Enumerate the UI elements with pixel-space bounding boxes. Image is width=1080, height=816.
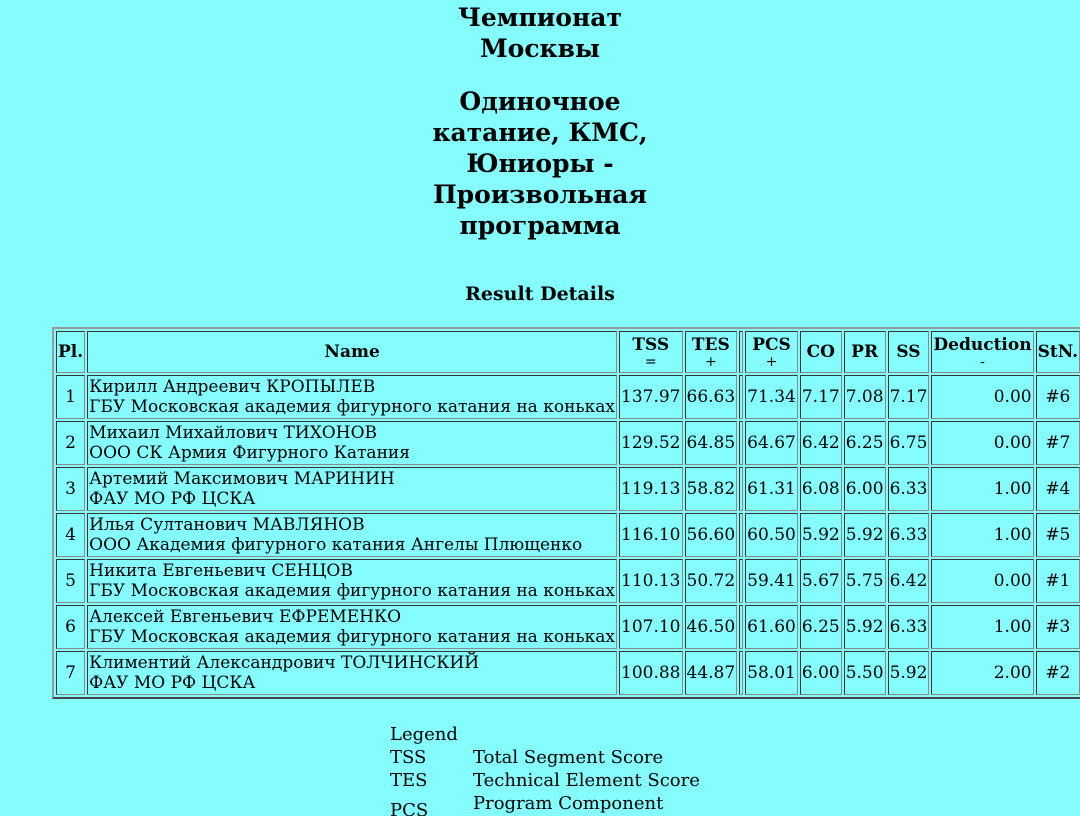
header-spacer <box>739 331 743 373</box>
cell-pcs: 58.01 <box>745 651 798 695</box>
skater-name: Климентий Александрович ТОЛЧИНСКИЙ <box>89 653 480 673</box>
cell-tes: 56.60 <box>685 513 738 557</box>
legend <box>390 723 700 816</box>
segment-title <box>0 86 1080 241</box>
cell-tss: 116.10 <box>619 513 682 557</box>
header-co: CO <box>800 331 842 373</box>
segment-title-line: Одиночное <box>459 87 621 116</box>
legend-text: Total Segment Score <box>473 747 664 768</box>
header-deduction-label: Deduction <box>933 334 1032 355</box>
table-row <box>56 375 1080 419</box>
skater-club: ГБУ Московская академия фигурного катания на коньках <box>89 581 616 601</box>
skater-name: Никита Евгеньевич СЕНЦОВ <box>89 561 353 581</box>
section-heading: Result Details <box>465 283 615 305</box>
cell-tes: 50.72 <box>685 559 738 603</box>
segment-title-line: программа <box>459 211 621 240</box>
cell-start-number: #7 <box>1036 421 1080 465</box>
cell-pr: 5.75 <box>844 559 886 603</box>
cell-start-number: #1 <box>1036 559 1080 603</box>
segment-title-line: Произвольная <box>433 180 647 209</box>
legend-item <box>390 746 700 769</box>
cell-co: 6.42 <box>800 421 842 465</box>
cell-name <box>87 467 617 511</box>
skater-name: Кирилл Андреевич КРОПЫЛЕВ <box>89 377 376 397</box>
header-pr: PR <box>844 331 886 373</box>
table-row <box>56 605 1080 649</box>
cell-place: 4 <box>56 513 85 557</box>
cell-place: 5 <box>56 559 85 603</box>
cell-pcs: 71.34 <box>745 375 798 419</box>
results-table <box>52 327 1080 699</box>
legend-abbr: TES <box>390 770 428 791</box>
legend-item <box>390 792 700 816</box>
segment-title-line: Юниоры - <box>466 149 614 178</box>
cell-co: 6.08 <box>800 467 842 511</box>
event-title-line: Чемпионат <box>458 3 622 32</box>
header-tss-label: TSS <box>632 334 670 355</box>
legend-abbr: TSS <box>390 747 427 768</box>
cell-tss: 107.10 <box>619 605 682 649</box>
cell-pcs: 64.67 <box>745 421 798 465</box>
cell-tss: 110.13 <box>619 559 682 603</box>
cell-start-number: #2 <box>1036 651 1080 695</box>
cell-deduction: 0.00 <box>931 559 1033 603</box>
cell-start-number: #4 <box>1036 467 1080 511</box>
cell-spacer <box>739 559 743 603</box>
cell-name <box>87 513 617 557</box>
cell-tss: 100.88 <box>619 651 682 695</box>
header-deduction <box>931 331 1033 373</box>
cell-tss: 129.52 <box>619 421 682 465</box>
skater-name: Артемий Максимович МАРИНИН <box>89 469 395 489</box>
legend-text: Program Component <box>473 793 664 814</box>
legend-abbr: PCS <box>390 800 429 816</box>
cell-pcs: 61.31 <box>745 467 798 511</box>
cell-ss: 6.75 <box>888 421 930 465</box>
skater-club: ГБУ Московская академия фигурного катания на коньках <box>89 397 616 417</box>
skater-name: Илья Султанович МАВЛЯНОВ <box>89 515 365 535</box>
cell-spacer <box>739 513 743 557</box>
cell-ss: 6.33 <box>888 467 930 511</box>
cell-pr: 6.25 <box>844 421 886 465</box>
cell-pr: 7.08 <box>844 375 886 419</box>
cell-place: 7 <box>56 651 85 695</box>
cell-tes: 64.85 <box>685 421 738 465</box>
legend-text: Technical Element Score <box>473 770 700 791</box>
cell-pr: 6.00 <box>844 467 886 511</box>
event-title <box>0 2 1080 64</box>
table-row <box>56 421 1080 465</box>
cell-tss: 119.13 <box>619 467 682 511</box>
header-pcs-symbol: + <box>765 353 778 370</box>
header-deduction-symbol: - <box>980 353 985 370</box>
segment-title-line: катание, КМС, <box>432 118 648 147</box>
header-tss <box>619 331 682 373</box>
cell-ss: 5.92 <box>888 651 930 695</box>
cell-start-number: #3 <box>1036 605 1080 649</box>
skater-name: Михаил Михайлович ТИХОНОВ <box>89 423 377 443</box>
cell-spacer <box>739 605 743 649</box>
cell-name <box>87 651 617 695</box>
cell-place: 3 <box>56 467 85 511</box>
event-title-line: Москвы <box>479 34 601 63</box>
header-ss: SS <box>888 331 930 373</box>
table-row <box>56 513 1080 557</box>
cell-pr: 5.92 <box>844 605 886 649</box>
cell-tes: 46.50 <box>685 605 738 649</box>
cell-tes: 44.87 <box>685 651 738 695</box>
skater-club: ООО Академия фигурного катания Ангелы Плющенко <box>89 535 583 555</box>
cell-ss: 6.33 <box>888 513 930 557</box>
cell-deduction: 0.00 <box>931 421 1033 465</box>
cell-tes: 58.82 <box>685 467 738 511</box>
cell-pcs: 59.41 <box>745 559 798 603</box>
cell-pcs: 61.60 <box>745 605 798 649</box>
cell-tes: 66.63 <box>685 375 738 419</box>
cell-co: 6.00 <box>800 651 842 695</box>
legend-heading: Legend <box>390 724 458 745</box>
header-stn: StN. <box>1036 331 1080 373</box>
legend-item <box>390 769 700 792</box>
table-row <box>56 651 1080 695</box>
skater-club: ГБУ Московская академия фигурного катания на коньках <box>89 627 616 647</box>
cell-spacer <box>739 421 743 465</box>
cell-tss: 137.97 <box>619 375 682 419</box>
table-row <box>56 467 1080 511</box>
header-pcs <box>745 331 798 373</box>
cell-co: 5.92 <box>800 513 842 557</box>
cell-name <box>87 375 617 419</box>
header-tss-symbol: = <box>644 353 657 370</box>
cell-deduction: 1.00 <box>931 467 1033 511</box>
cell-name <box>87 559 617 603</box>
cell-co: 7.17 <box>800 375 842 419</box>
cell-ss: 6.33 <box>888 605 930 649</box>
cell-place: 2 <box>56 421 85 465</box>
table-header-row <box>56 331 1080 373</box>
cell-start-number: #5 <box>1036 513 1080 557</box>
cell-place: 6 <box>56 605 85 649</box>
cell-pr: 5.50 <box>844 651 886 695</box>
cell-spacer <box>739 375 743 419</box>
skater-name: Алексей Евгеньевич ЕФРЕМЕНКО <box>89 607 402 627</box>
cell-start-number: #6 <box>1036 375 1080 419</box>
cell-co: 5.67 <box>800 559 842 603</box>
header-pcs-label: PCS <box>752 334 791 355</box>
header-tes <box>685 331 738 373</box>
cell-place: 1 <box>56 375 85 419</box>
header-tes-label: TES <box>691 334 730 355</box>
cell-deduction: 1.00 <box>931 605 1033 649</box>
header-pl: Pl. <box>56 331 85 373</box>
header-tes-symbol: + <box>704 353 717 370</box>
cell-name <box>87 605 617 649</box>
skater-club: ООО СК Армия Фигурного Катания <box>89 443 410 463</box>
cell-deduction: 0.00 <box>931 375 1033 419</box>
cell-co: 6.25 <box>800 605 842 649</box>
cell-deduction: 1.00 <box>931 513 1033 557</box>
cell-spacer <box>739 467 743 511</box>
cell-pcs: 60.50 <box>745 513 798 557</box>
skater-club: ФАУ МО РФ ЦСКА <box>89 673 256 693</box>
cell-spacer <box>739 651 743 695</box>
header-name: Name <box>87 331 617 373</box>
cell-deduction: 2.00 <box>931 651 1033 695</box>
cell-pr: 5.92 <box>844 513 886 557</box>
cell-name <box>87 421 617 465</box>
skater-club: ФАУ МО РФ ЦСКА <box>89 489 256 509</box>
cell-ss: 7.17 <box>888 375 930 419</box>
table-row <box>56 559 1080 603</box>
cell-ss: 6.42 <box>888 559 930 603</box>
